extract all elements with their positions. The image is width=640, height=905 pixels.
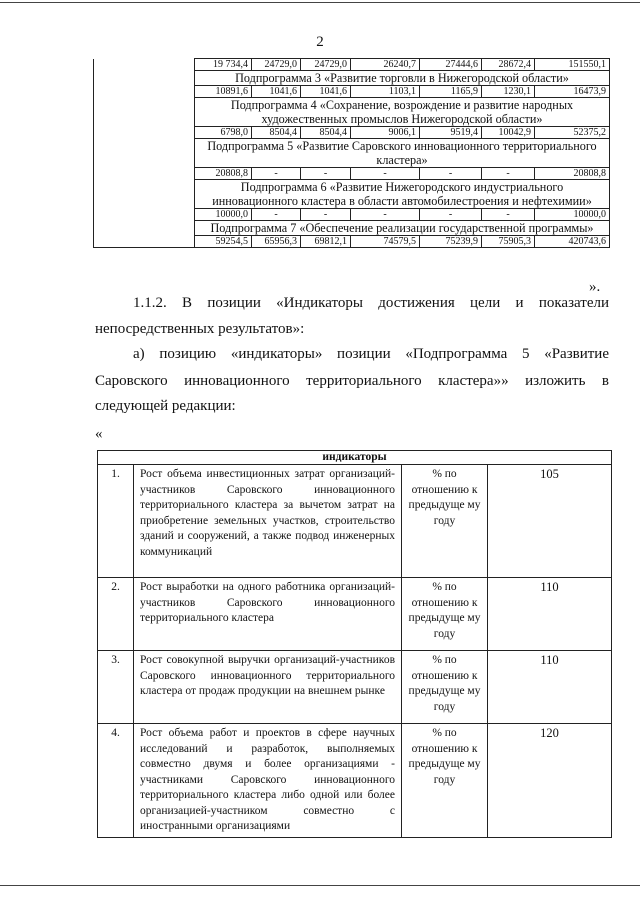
indicator-number: 3. (98, 651, 134, 724)
finance-value-cell: 10000,0 (195, 209, 252, 221)
subprogram-title: Подпрограмма 7 «Обеспечение реализации государственной программы» (195, 221, 610, 236)
finance-label-cell (94, 139, 195, 168)
paragraph-1-line-2: непосредственных результатов»: (95, 321, 305, 337)
finance-values-row (94, 86, 610, 98)
finance-value-cell: - (420, 209, 482, 221)
subprogram-title: Подпрограмма 6 «Развитие Нижегородского индустриального инновационного кластера в области автомобилестроения и нефтехимии» (195, 180, 610, 209)
finance-value-cell: 10042,9 (482, 127, 535, 139)
finance-value-cell: 52375,2 (535, 127, 610, 139)
finance-value-cell: - (351, 209, 420, 221)
finance-value-cell: 1041,6 (301, 86, 351, 98)
finance-value-cell: - (252, 168, 301, 180)
paragraph-2-line-3: следующей редакции: (95, 398, 236, 414)
finance-value-cell: - (301, 168, 351, 180)
subprogram-header-row (94, 139, 610, 168)
indicator-number: 2. (98, 578, 134, 651)
finance-value-cell: 9519,4 (420, 127, 482, 139)
finance-value-cell: 26240,7 (351, 59, 420, 71)
footer-rule (0, 885, 640, 886)
finance-values-row (94, 127, 610, 139)
finance-value-cell: 74579,5 (351, 236, 420, 248)
indicator-unit: % по отношению к предыдуще му году (402, 724, 488, 838)
finance-values-row (94, 59, 610, 71)
subprogram-header-row (94, 180, 610, 209)
subprogram-header-row (94, 71, 610, 86)
indicator-text: Рост совокупной выручки организаций-участников Саровского инновационного территориального кластера от продаж продукции на внешнем рынке (134, 651, 402, 724)
indicator-text: Рост выработки на одного работника организаций-участников Саровского инновационного территориального кластера (134, 578, 402, 651)
finance-value-cell: 10891,6 (195, 86, 252, 98)
indicator-row (98, 651, 612, 724)
finance-table (93, 58, 610, 248)
finance-value-cell: 9006,1 (351, 127, 420, 139)
finance-value-cell: 27444,6 (420, 59, 482, 71)
finance-value-cell: - (420, 168, 482, 180)
finance-value-cell: - (351, 168, 420, 180)
finance-value-cell: 16473,9 (535, 86, 610, 98)
finance-value-cell: 420743,6 (535, 236, 610, 248)
indicator-text: Рост объема инвестиционных затрат организаций-участников Саровского инновационного территориального кластера за вычетом затрат на приобретение земельных участков, строительство зданий и сооружений, а также подвод инженерных коммуникаций (134, 465, 402, 578)
finance-value-cell: - (482, 209, 535, 221)
paragraph-1-line-1: 1.1.2. В позиции «Индикаторы достижения цели и показатели (133, 295, 609, 311)
subprogram-header-row (94, 98, 610, 127)
finance-values-row (94, 236, 610, 248)
finance-label-cell (94, 98, 195, 127)
finance-values-row (94, 209, 610, 221)
finance-value-cell: - (252, 209, 301, 221)
finance-value-cell: 8504,4 (252, 127, 301, 139)
subprogram-title: Подпрограмма 3 «Развитие торговли в Нижегородской области» (195, 71, 610, 86)
finance-label-cell (94, 209, 195, 221)
paragraph-2-line-2: Саровского инновационного территориального кластера»» изложить в (95, 373, 609, 389)
paragraph-2-line-1: а) позицию «индикаторы» позиции «Подпрограмма 5 «Развитие (133, 346, 609, 362)
finance-value-cell: 8504,4 (301, 127, 351, 139)
finance-value-cell: 1165,9 (420, 86, 482, 98)
finance-label-cell (94, 168, 195, 180)
finance-value-cell: 1230,1 (482, 86, 535, 98)
indicator-value: 110 (488, 651, 612, 724)
subprogram-header-row (94, 221, 610, 236)
indicator-value: 110 (488, 578, 612, 651)
finance-value-cell: 75905,3 (482, 236, 535, 248)
indicators-table (97, 450, 612, 838)
finance-value-cell: 1103,1 (351, 86, 420, 98)
indicator-value: 120 (488, 724, 612, 838)
subprogram-title: Подпрограмма 5 «Развитие Саровского инновационного территориального кластера» (195, 139, 610, 168)
top-scan-edge (0, 2, 640, 3)
finance-value-cell: 24729,0 (301, 59, 351, 71)
finance-value-cell: 24729,0 (252, 59, 301, 71)
indicator-unit: % по отношению к предыдуще му году (402, 465, 488, 578)
finance-value-cell: 20808,8 (195, 168, 252, 180)
finance-value-cell: 28672,4 (482, 59, 535, 71)
finance-value-cell: - (301, 209, 351, 221)
finance-label-cell (94, 127, 195, 139)
indicator-text: Рост объема работ и проектов в сфере научных исследований и разработок, выполняемых совместно двумя и более организациями - участниками Саровского инновационного территориального кластера либо одной или более организацией-участником совместно с иностранными организациями (134, 724, 402, 838)
finance-value-cell: 59254,5 (195, 236, 252, 248)
indicators-title: индикаторы (98, 451, 612, 465)
finance-value-cell: - (482, 168, 535, 180)
indicator-unit: % по отношению к предыдуще му году (402, 651, 488, 724)
finance-value-cell: 151550,1 (535, 59, 610, 71)
indicator-value: 105 (488, 465, 612, 578)
finance-label-cell (94, 236, 195, 248)
indicator-unit: % по отношению к предыдуще му году (402, 578, 488, 651)
finance-label-cell (94, 221, 195, 236)
finance-value-cell: 20808,8 (535, 168, 610, 180)
finance-values-row (94, 168, 610, 180)
indicator-row (98, 724, 612, 838)
indicator-number: 1. (98, 465, 134, 578)
finance-value-cell: 1041,6 (252, 86, 301, 98)
page-number: 2 (316, 34, 324, 50)
finance-value-cell: 65956,3 (252, 236, 301, 248)
indicator-number: 4. (98, 724, 134, 838)
finance-label-cell (94, 71, 195, 86)
finance-value-cell: 10000,0 (535, 209, 610, 221)
closing-quote: ». (589, 279, 601, 295)
indicator-row (98, 578, 612, 651)
subprogram-title: Подпрограмма 4 «Сохранение, возрождение и развитие народных художественных промыслов Нижегородской области» (195, 98, 610, 127)
open-quote: « (95, 426, 103, 442)
finance-label-cell (94, 180, 195, 209)
finance-value-cell: 19 734,4 (195, 59, 252, 71)
finance-value-cell: 75239,9 (420, 236, 482, 248)
finance-label-cell (94, 59, 195, 71)
finance-value-cell: 69812,1 (301, 236, 351, 248)
indicator-row (98, 465, 612, 578)
finance-value-cell: 6798,0 (195, 127, 252, 139)
finance-label-cell (94, 86, 195, 98)
